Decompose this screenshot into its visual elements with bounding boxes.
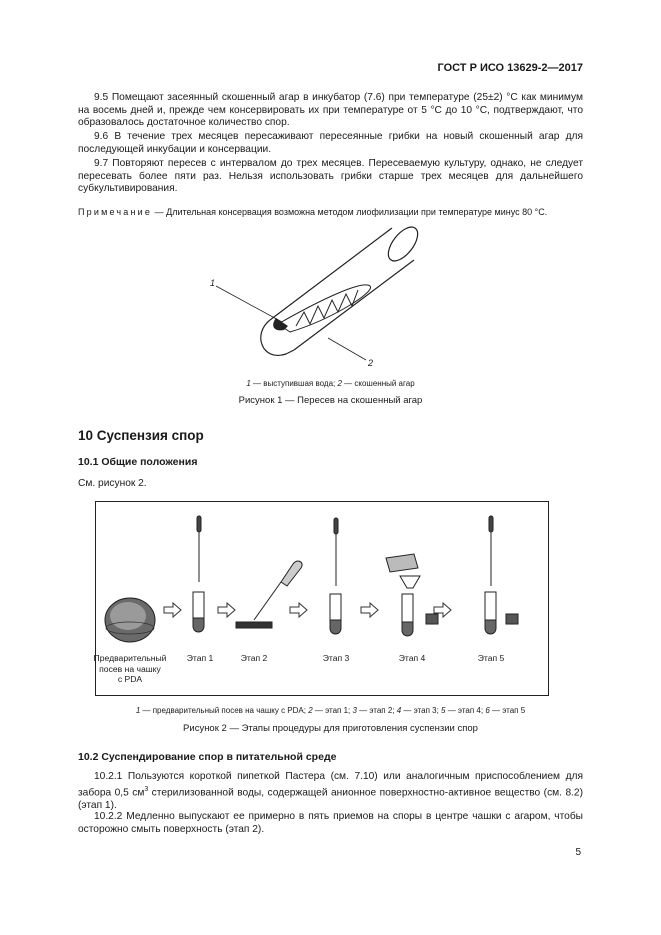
figure-2-legend bbox=[78, 706, 583, 715]
legend-number: 6 bbox=[485, 706, 490, 715]
legend-text: — предварительный посев на чашку с PDA; bbox=[140, 706, 309, 715]
legend-text: — выступившая вода; bbox=[250, 379, 338, 388]
legend-text: — этап 1; bbox=[312, 706, 353, 715]
legend-text: — этап 2; bbox=[356, 706, 397, 715]
stage-1-label: Этап 1 bbox=[186, 653, 214, 663]
paragraph-9-7: 9.7 Повторяют пересев с интервалом до трех месяцев. Пересеваемую культуру, однако, не следует пересевать более пяти раз. Нельзя использовать грибки старше трех месяцев для дальнейшего субкультивирования. bbox=[78, 158, 583, 195]
subsection-heading: 10.2 Суспендирование спор в питательной среде bbox=[78, 751, 337, 763]
figure-1-title: Рисунок 1 — Пересев на скошенный агар bbox=[238, 395, 423, 406]
superscript: 3 bbox=[144, 785, 149, 793]
figure-1-label-1: 1 bbox=[210, 278, 216, 288]
paragraph-10-2-1 bbox=[78, 771, 583, 812]
legend-number: 1 bbox=[135, 706, 141, 715]
subsection-heading: 10.1 Общие положения bbox=[78, 456, 198, 468]
petri-dish-icon bbox=[105, 598, 155, 642]
stage-5-pipette-tube-icon bbox=[485, 516, 518, 634]
figure-1-label-2: 2 bbox=[368, 358, 374, 368]
legend-number: 2 bbox=[337, 379, 342, 388]
stage-2-label: Этап 2 bbox=[240, 653, 268, 663]
stage-4-label: Этап 4 bbox=[398, 653, 426, 663]
stage-pre-label-line: с PDA bbox=[117, 674, 143, 684]
paragraph-text: стерилизованной воды, содержащей анионное поверхностно-активное вещество (см. 8.2) (этап 1). bbox=[78, 786, 583, 811]
figure-reference: См. рисунок 2. bbox=[78, 478, 147, 489]
figure-1-legend bbox=[78, 379, 583, 388]
legend-number: 4 bbox=[396, 706, 402, 715]
legend-text: — скошенный агар bbox=[341, 379, 415, 388]
legend-number: 1 bbox=[246, 379, 251, 388]
page-number: 5 bbox=[575, 847, 581, 858]
figure-1-slant-tube-drawing bbox=[200, 222, 440, 372]
legend-text: — этап 3; bbox=[401, 706, 442, 715]
note-text: — Длительная консервация возможна методом лиофилизации при температуре минус 80 °С. bbox=[152, 207, 548, 217]
figure-2-frame bbox=[95, 501, 549, 696]
note bbox=[78, 207, 583, 218]
figure-2-title: Рисунок 2 — Этапы процедуры для приготовления суспензии спор bbox=[183, 723, 478, 734]
stage-3-label: Этап 3 bbox=[322, 653, 350, 663]
paragraph-10-2-2: 10.2.2 Медленно выпускают ее примерно в пять приемов на споры в центре чашки с агаром, чтобы осторожно смыть поверхность (этап 2). bbox=[78, 811, 583, 835]
stage-pre-label-line: Предварительный bbox=[93, 653, 167, 663]
stage-3-pipette-tube-icon bbox=[330, 518, 341, 634]
stage-pre-label bbox=[90, 653, 170, 685]
stage-5-label: Этап 5 bbox=[477, 653, 505, 663]
paragraph-9-5: 9.5 Помещают засеянный скошенный агар в инкубатор (7.6) при температуре (25±2) °С как минимум на восемь дней и, прежде чем консервировать их при температуре от 5 °С до 10 °С, подтверждают, что образовалось достаточное количество спор. bbox=[78, 92, 583, 129]
stage-2-pipette-dish-icon bbox=[236, 561, 302, 628]
paragraph-9-6: 9.6 В течение трех месяцев пересаживают пересеянные грибки на новый скошенный агар для последующей инкубации и консервации. bbox=[78, 131, 583, 155]
section-heading: 10 Суспензия спор bbox=[78, 428, 204, 443]
legend-number: 2 bbox=[308, 706, 313, 715]
stage-pre-label-line: посев на чашку bbox=[99, 663, 161, 674]
stage-1-pipette-tube-icon bbox=[193, 516, 204, 632]
note-label: Примечание bbox=[78, 207, 153, 217]
legend-number: 5 bbox=[441, 706, 446, 715]
document-code: ГОСТ Р ИСО 13629-2—2017 bbox=[437, 62, 583, 74]
paragraph-text: 10.2.1 Пользуются короткой пипеткой Пастера (см. 7.10) или аналогичным приспособлением для забора 0,5 см bbox=[78, 771, 583, 798]
legend-number: 3 bbox=[352, 706, 357, 715]
legend-text: — этап 5 bbox=[489, 706, 526, 715]
stage-4-funnel-tube-icon bbox=[386, 554, 438, 636]
legend-text: — этап 4; bbox=[445, 706, 486, 715]
